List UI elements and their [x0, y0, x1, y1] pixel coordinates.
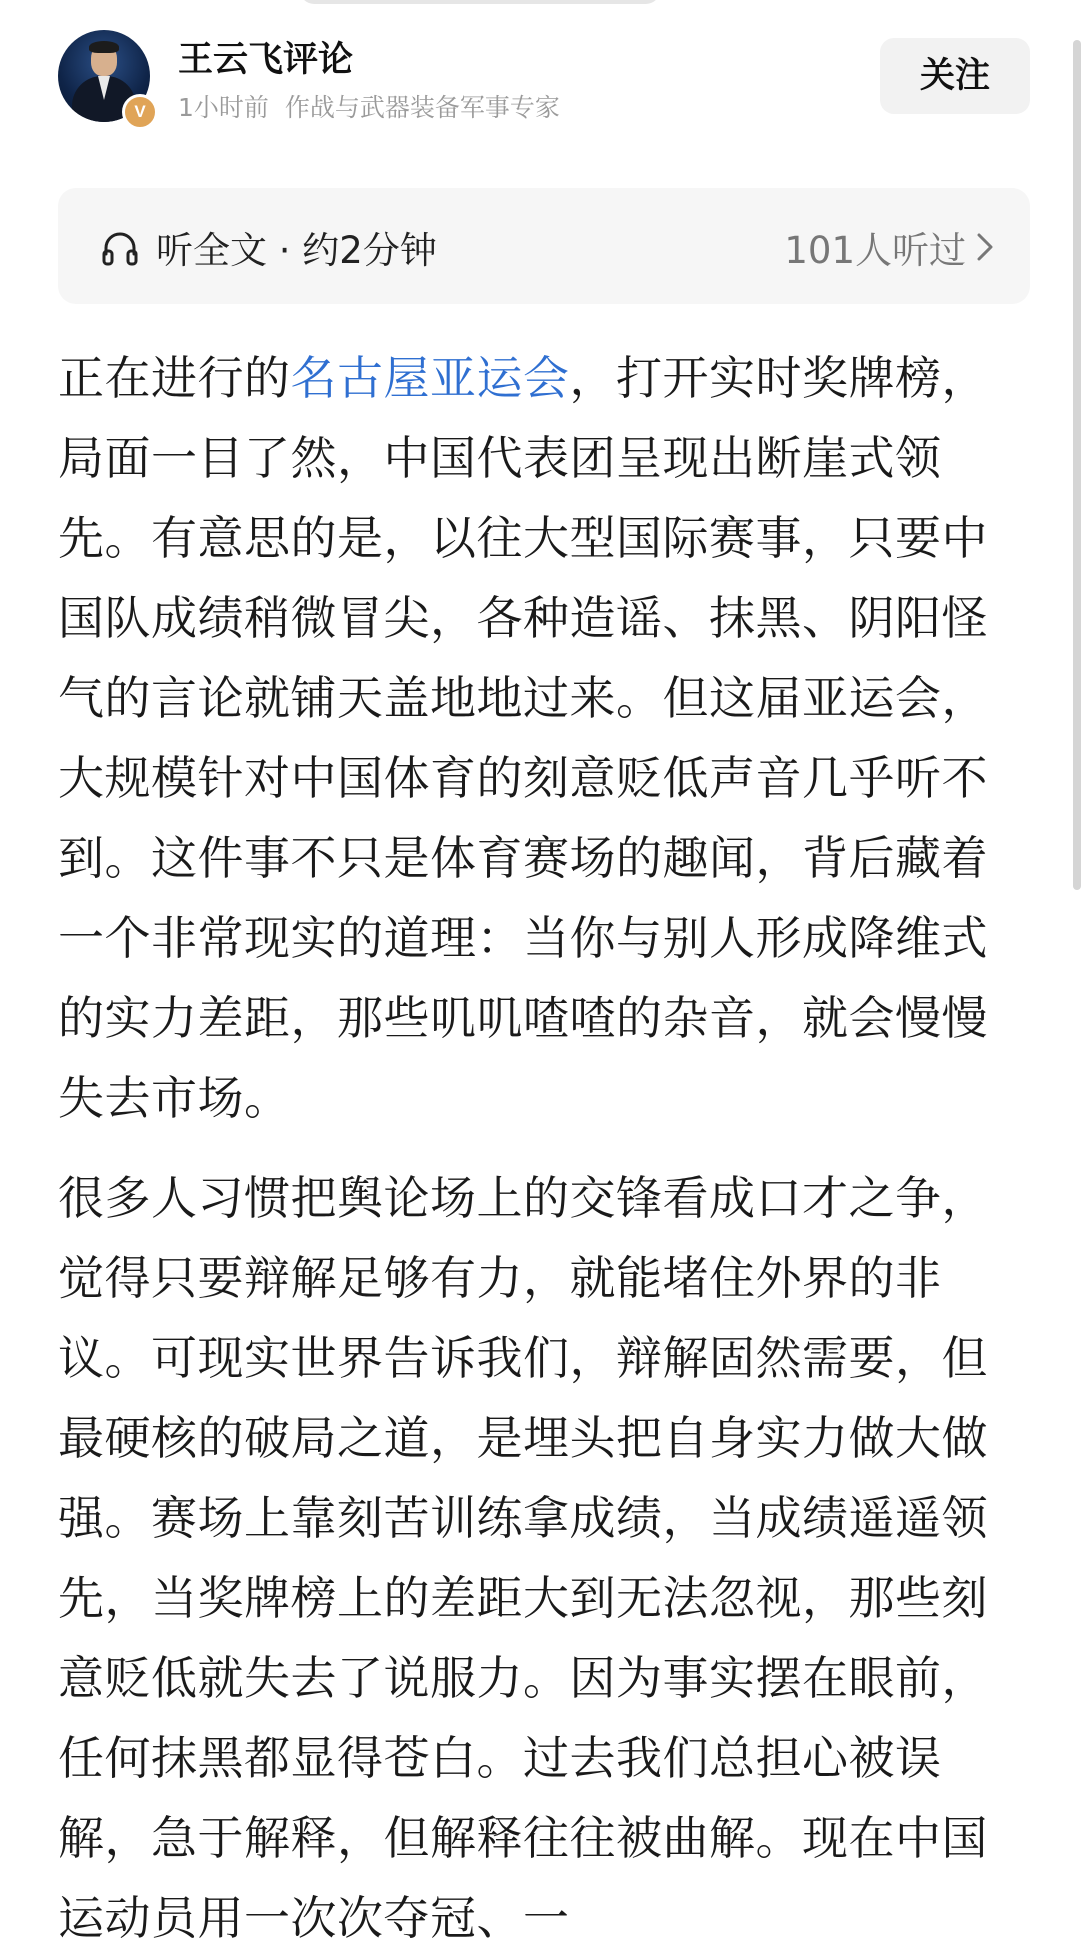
listen-count: 101人听过 [784, 229, 966, 272]
post-time: 1小时前 [178, 93, 269, 122]
paragraph-1 [58, 338, 1008, 1138]
paragraph-1-intro: 正在进行的 [58, 351, 291, 405]
author-name[interactable]: 王云飞评论 [178, 40, 354, 80]
scrollbar[interactable] [1073, 40, 1081, 890]
author-header [58, 30, 1030, 126]
author-title: 作战与武器装备军事专家 [284, 93, 560, 122]
headphone-icon [100, 228, 140, 268]
top-handle [300, 0, 660, 4]
verified-badge-icon: V [122, 94, 158, 130]
chevron-right-icon [976, 232, 994, 262]
avatar-hair [89, 41, 119, 53]
listen-label: 听全文 · 约2分钟 [156, 229, 437, 272]
paragraph-2: 很多人习惯把舆论场上的交锋看成口才之争，觉得只要辩解足够有力，就能堵住外界的非议。可现实世界告诉我们，辩解固然需要，但最硬核的破局之道，是埋头把自身实力做大做强。赛场上靠刻苦训练拿成绩，当成绩遥遥领先，当奖牌榜上的差距大到无法忽视，那些刻意贬低就失去了说服力。因为事实摆在眼前，任何抹黑都显得苍白。过去我们总担心被误解，急于解释，但解释往往被曲解。现在中国运动员用一次次夺冠、一 [58, 1171, 988, 1945]
listen-full-text-bar[interactable] [58, 188, 1030, 304]
topic-link[interactable]: 名古屋亚运会 [290, 351, 570, 405]
article-body [58, 338, 1008, 1958]
follow-button[interactable]: 关注 [880, 38, 1030, 114]
avatar[interactable] [58, 30, 150, 122]
paragraph-1-text: ，打开实时奖牌榜，局面一目了然，中国代表团呈现出断崖式领先。有意思的是，以往大型国际赛事，只要中国队成绩稍微冒尖，各种造谣、抹黑、阴阳怪气的言论就铺天盖地地过来。但这届亚运会，大规模针对中国体育的刻意贬低声音几乎听不到。这件事不只是体育赛场的趣闻，背后藏着一个非常现实的道理：当你与别人形成降维式的实力差距，那些叽叽喳喳的杂音，就会慢慢失去市场。 [58, 351, 988, 1125]
author-meta [178, 88, 560, 124]
